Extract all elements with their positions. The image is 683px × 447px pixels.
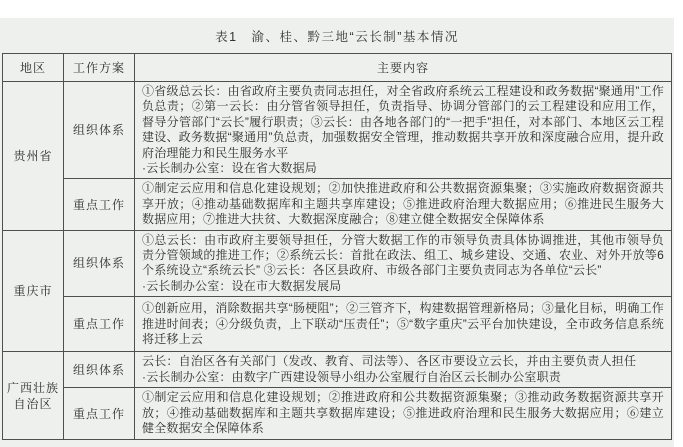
content-cell-chongqing-org [135,230,672,297]
table-row-guizhou-key [3,179,672,230]
content-text: ①制定云应用和信息化建设规划；②加快推进政府和公共数据资源集聚；③实施政府数据资源共享开放；④推动基础数据库和主题共享库建设；⑤推进政府治理大数据应用；⑥推进民生服务大数据应用；⑦推进大扶贫、大数据深度融合；⑧建立健全数据安全保障体系 [142,181,664,227]
content-text: ①制定云应用和信息化建设规划；②推进政府和公共数据资源集聚；③推动政务数据资源共享开放；④推动基础数据库和主题共享数据库建设；⑤推进政府治理和民生服务大数据应用；⑥建立健全数据安全保障体系 [142,390,664,436]
content-text: ①创新应用，消除数据共享“肠梗阻”；②三管齐下，构建数据管理新格局；③量化目标，明确工作推进时间表；④分级负责，上下联动“压责任”；⑤“数字重庆”云平台加快建设，全市政务信息系统将迁移上云 [142,301,664,346]
region-cell-guizhou: 贵州省 [3,82,64,231]
table-row-guangxi-org [3,352,672,388]
plan-cell-chongqing-org: 组织体系 [64,230,135,297]
plan-cell-chongqing-key: 重点工作 [64,297,135,352]
plan-cell-guizhou-org: 组织体系 [64,82,135,179]
content-cell-guizhou-key [135,179,672,230]
region-cell-chongqing: 重庆市 [3,230,64,352]
office-note: ·云长制办公室：由数字广西建设领导小组办公室履行自治区云长制办公室职责 [142,369,561,384]
table-row-guangxi-key [3,388,672,440]
scan-area [0,18,674,447]
content-text: ①省级总云长：由省政府主要负责同志担任，对全省政府系统云工程建设和政务数据“聚通用”工作负总责；②第一云长：由分管省领导担任，负责指导、协调分管部门的云工程建设和应用工作，督导分管部门“云长”履行职责；③云长：由各地各部门的“一把手”担任，对本部门、本地区云工程建设、政务数据“聚通用”负总责，加强数据安全管理，推动数据共享开放和深度融合应用，提升政府治理能力和民生服务水平 [142,84,664,160]
content-cell-guangxi-key [135,388,672,440]
table-row-chongqing-key [3,297,672,352]
content-text: 云长：自治区各有关部门（发改、教育、司法等）、各区市要设立云长，并由主要负责人担任 [142,354,637,369]
plan-cell-guangxi-org: 组织体系 [64,352,135,388]
col-header-plan: 工作方案 [64,54,135,82]
col-header-content: 主要内容 [135,54,672,82]
table-row-chongqing-org [3,230,672,297]
region-cell-guangxi: 广西壮族自治区 [3,352,64,440]
office-note: ·云长制办公室：设在省大数据局 [142,161,317,176]
col-header-region: 地区 [3,54,64,82]
content-text: ①总云长：由市政府主要领导担任，分管大数据工作的市领导负责具体协调推进，其他市领导负责分管领域的推进工作；②系统云长：首批在政法、组工、城乡建设、交通、农业、对外开放等6个系统设立“系统云长” ③云长：各区县政府、市级各部门主要负责同志为各单位“云长” [142,232,664,278]
table-title: 表1 渝、桂、黔三地“云长制”基本情况 [215,30,459,44]
plan-cell-guizhou-key: 重点工作 [64,179,135,230]
plan-cell-guangxi-key: 重点工作 [64,388,135,440]
office-note: ·云长制办公室：设在市大数据发展局 [142,278,342,293]
table-row-guizhou-org [3,82,672,179]
cloud-chief-table [2,53,672,440]
content-cell-guizhou-org [135,82,672,179]
content-cell-chongqing-key [135,297,672,352]
content-cell-guangxi-org [135,352,672,388]
header-row [3,54,672,82]
